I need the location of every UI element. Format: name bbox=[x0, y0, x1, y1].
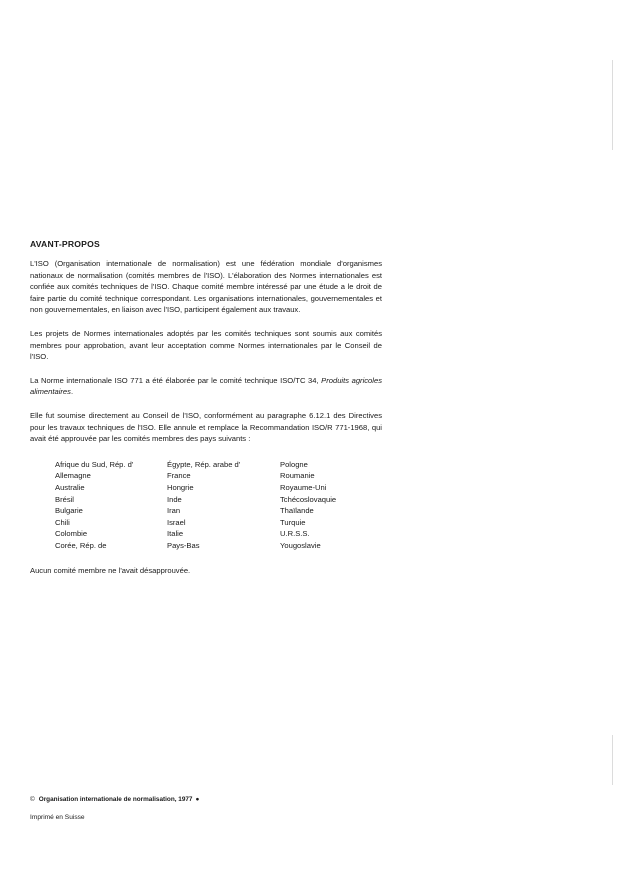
countries-column-3 bbox=[280, 459, 380, 552]
countries-column-1 bbox=[55, 459, 167, 552]
copyright-text: Organisation internationale de normalisation, 1977 bbox=[38, 796, 193, 803]
country-item: Corée, Rép. de bbox=[55, 540, 107, 550]
country-item: Royaume-Uni bbox=[280, 482, 327, 492]
country-item: Thaïlande bbox=[280, 506, 314, 516]
foreword-paragraph-drafts: Les projets de Normes internationales adoptés par les comités techniques sont soumis aux comités membres pour approbation, avant leur acceptation comme Normes internationales par le Conseil de l'ISO. bbox=[30, 328, 382, 362]
country-item: Yougoslavie bbox=[280, 540, 321, 550]
country-item: Chili bbox=[55, 517, 70, 527]
committee-period: . bbox=[70, 387, 74, 397]
foreword-paragraph-iso: L'ISO (Organisation internationale de normalisation) est une fédération mondiale d'organismes nationaux de normalisation (comités membres de l'ISO). L'élaboration des Normes internationales est confiée aux comités techniques de l'ISO. Chaque comité membre intéressé par une étude a le droit de faire partie du comité technique correspondant. Les organisations internationales, gouvernementales et non gouvernementales, en liaison avec l'ISO, participent également aux travaux. bbox=[30, 259, 382, 315]
country-item: Hongrie bbox=[167, 482, 194, 492]
country-item: U.R.S.S. bbox=[280, 529, 310, 539]
bullet-icon: ● bbox=[195, 796, 200, 803]
country-item: Pologne bbox=[280, 459, 308, 469]
country-item: Iran bbox=[167, 506, 181, 516]
country-item: Égypte, Rép. arabe d' bbox=[167, 459, 241, 469]
scan-margin-line bbox=[612, 735, 613, 785]
country-item: Colombie bbox=[55, 529, 88, 539]
copyright-line bbox=[30, 796, 199, 803]
country-item: Israel bbox=[167, 517, 186, 527]
country-item: Allemagne bbox=[55, 471, 91, 481]
foreword-paragraph-approval: Elle fut soumise directement au Conseil de l'ISO, conformément au paragraphe 6.12.1 des Directives pour les travaux techniques de l'ISO. Elle annule et remplace la Recommandation ISO/R 771-1968, qui avait été approuvée par les comités membres des pays suivants : bbox=[30, 410, 382, 444]
country-item: Pays-Bas bbox=[167, 540, 200, 550]
countries-column-2 bbox=[167, 459, 280, 552]
country-item: Roumanie bbox=[280, 471, 315, 481]
country-item: Tchécoslovaquie bbox=[280, 494, 337, 504]
committee-text: La Norme internationale ISO 771 a été élaborée par le comité technique ISO/TC 34, bbox=[30, 375, 322, 385]
country-item: Afrique du Sud, Rép. d' bbox=[55, 459, 134, 469]
country-item: France bbox=[167, 471, 191, 481]
foreword-section bbox=[30, 239, 382, 577]
scan-margin-line bbox=[612, 60, 613, 150]
country-item: Brésil bbox=[55, 494, 74, 504]
copyright-icon: © bbox=[30, 796, 35, 803]
country-item: Turquie bbox=[280, 517, 306, 527]
foreword-paragraph-committee bbox=[30, 375, 382, 398]
foreword-title: AVANT-PROPOS bbox=[30, 239, 100, 249]
country-item: Bulgarie bbox=[55, 506, 83, 516]
country-item: Australie bbox=[55, 482, 85, 492]
country-item: Inde bbox=[167, 494, 182, 504]
printed-in-line: Imprimé en Suisse bbox=[30, 814, 85, 821]
countries-list bbox=[55, 459, 382, 552]
committee-name: Produits agricoles alimentaires bbox=[30, 375, 382, 397]
country-item: Italie bbox=[167, 529, 184, 539]
foreword-closing: Aucun comité membre ne l'avait désapprouvée. bbox=[30, 566, 191, 576]
